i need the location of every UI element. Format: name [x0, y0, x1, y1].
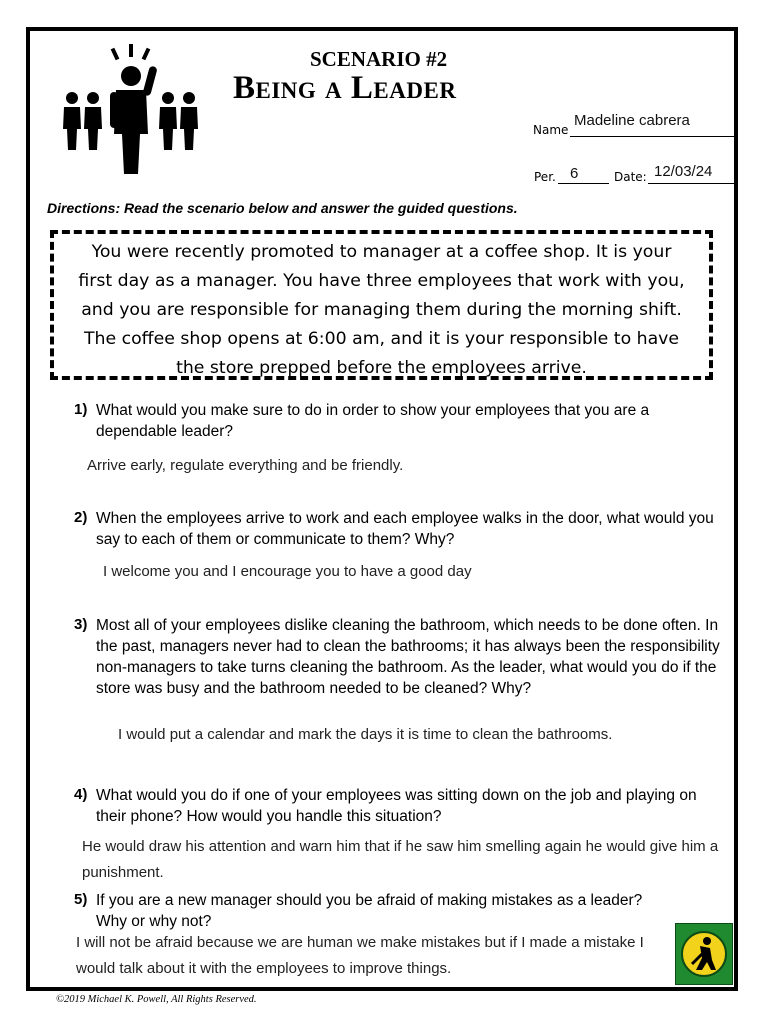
- question-text: What would you do if one of your employees was sitting down on the job and playing on their phone? How would you handle this situation?: [96, 787, 697, 825]
- page-title: Being a Leader: [233, 70, 457, 106]
- date-label: Date:: [614, 170, 647, 184]
- question-text: If you are a new manager should you be afraid of making mistakes as a leader? Why or why not?: [96, 892, 643, 930]
- question-text: What would you make sure to do in order to show your employees that you are a dependable leader?: [96, 402, 650, 440]
- scenario-number: SCENARIO #2: [310, 47, 448, 71]
- answer-text[interactable]: I would put a calendar and mark the days it is time to clean the bathrooms.: [118, 726, 613, 743]
- scenario-line: first day as a manager. You have three employees that work with you,: [78, 271, 685, 291]
- name-value[interactable]: Madeline cabrera: [574, 112, 690, 129]
- scenario-line: The coffee shop opens at 6:00 am, and it is your responsible to have: [83, 329, 680, 349]
- question-number: 5): [74, 891, 88, 908]
- scenario-line: and you are responsible for managing them during the morning shift.: [81, 300, 682, 320]
- leader-with-team-icon: [60, 44, 202, 176]
- answer-text[interactable]: I will not be afraid because we are human we make mistakes but if I made a mistake I would talk about it with the employees to improve things.: [76, 934, 644, 977]
- date-value[interactable]: 12/03/24: [654, 163, 713, 180]
- name-underline: [570, 136, 736, 137]
- answer-text[interactable]: He would draw his attention and warn him that if he saw him smelling again he would give him a punishment.: [82, 838, 719, 881]
- question-number: 1): [74, 401, 88, 418]
- date-underline: [648, 183, 736, 184]
- directions: Directions: Read the scenario below and answer the guided questions.: [47, 200, 518, 216]
- scenario-box: [50, 230, 713, 380]
- period-value[interactable]: 6: [570, 165, 579, 182]
- scenario-line: the store prepped before the employees arrive.: [176, 358, 587, 378]
- logo-badge-icon: [675, 923, 733, 985]
- copyright-footer: ©2019 Michael K. Powell, All Rights Reserved.: [56, 994, 257, 1005]
- name-label: Name: [533, 123, 569, 137]
- answer-text[interactable]: I welcome you and I encourage you to have a good day: [103, 563, 472, 580]
- question-text: Most all of your employees dislike cleaning the bathroom, which needs to be done often. In the past, managers never had to clean the bathrooms; it has always been the responsibility non-managers to take turns cleaning the bathroom. As the leader, what would you do if the store was busy and the bathroom needed to be cleaned? Why?: [96, 617, 720, 697]
- period-label: Per.: [534, 170, 556, 184]
- question-number: 2): [74, 509, 88, 526]
- question-number: 4): [74, 786, 88, 803]
- scenario-line: You were recently promoted to manager at a coffee shop. It is your: [91, 242, 672, 262]
- answer-text[interactable]: Arrive early, regulate everything and be friendly.: [87, 457, 404, 474]
- question-text: When the employees arrive to work and each employee walks in the door, what would you say to each of them or communicate to them? Why?: [96, 510, 714, 548]
- question-number: 3): [74, 616, 88, 633]
- period-underline: [558, 183, 609, 184]
